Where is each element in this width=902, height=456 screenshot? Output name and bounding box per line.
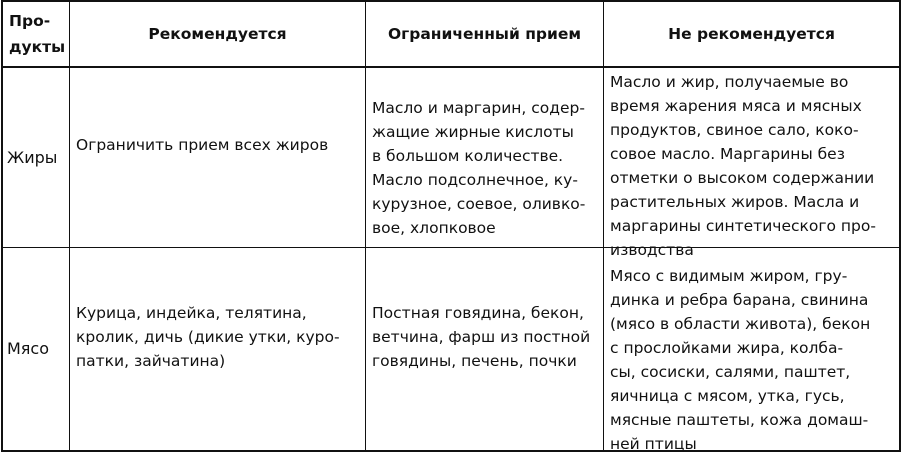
- grid-line-header: [3, 66, 899, 68]
- row-meat-recommended: Курица, индейка, телятина, кролик, дичь (дикие утки, куро- патки, зайчатина): [76, 304, 340, 370]
- header-not-recommended: Не рекомендуется: [668, 25, 835, 43]
- grid-line-row-1: [3, 247, 899, 248]
- diet-table: [1, 0, 901, 452]
- row-fats-recommended: Ограничить прием всех жиров: [76, 136, 329, 154]
- row-meat-not-recommended: Мясо с видимым жиром, гру- динка и ребра барана, свинина (мясо в области живота), бекон с прослойками жира, колба- сы, сосиски, салями, паштет, яичница с мясом, утка, гусь, мясные паштеты, кожа домаш- ней птицы: [610, 267, 871, 453]
- row-fats-product: Жиры: [7, 147, 58, 167]
- header-recommended: Рекомендуется: [148, 25, 287, 43]
- row-fats-not-recommended: Масло и жир, получаемые во время жарения мяса и мясных продуктов, свиное сало, коко- совое масло. Маргарины без отметки о высоком содержании растительных жиров. Масла и маргарины синтетического про- изводства: [610, 73, 876, 259]
- row-meat-limited: Постная говядина, бекон, ветчина, фарш из постной говядины, печень, почки: [372, 304, 591, 370]
- grid-line-col-1: [69, 2, 70, 450]
- row-fats-limited: Масло и маргарин, содер- жащие жирные кислоты в большом количестве. Масло подсолнечное, ку- курузное, соевое, оливко- вое, хлопковое: [372, 99, 586, 237]
- row-meat-product: Мясо: [7, 339, 50, 358]
- header-products: Про- дукты: [9, 12, 66, 56]
- header-limited: Ограниченный прием: [387, 25, 582, 43]
